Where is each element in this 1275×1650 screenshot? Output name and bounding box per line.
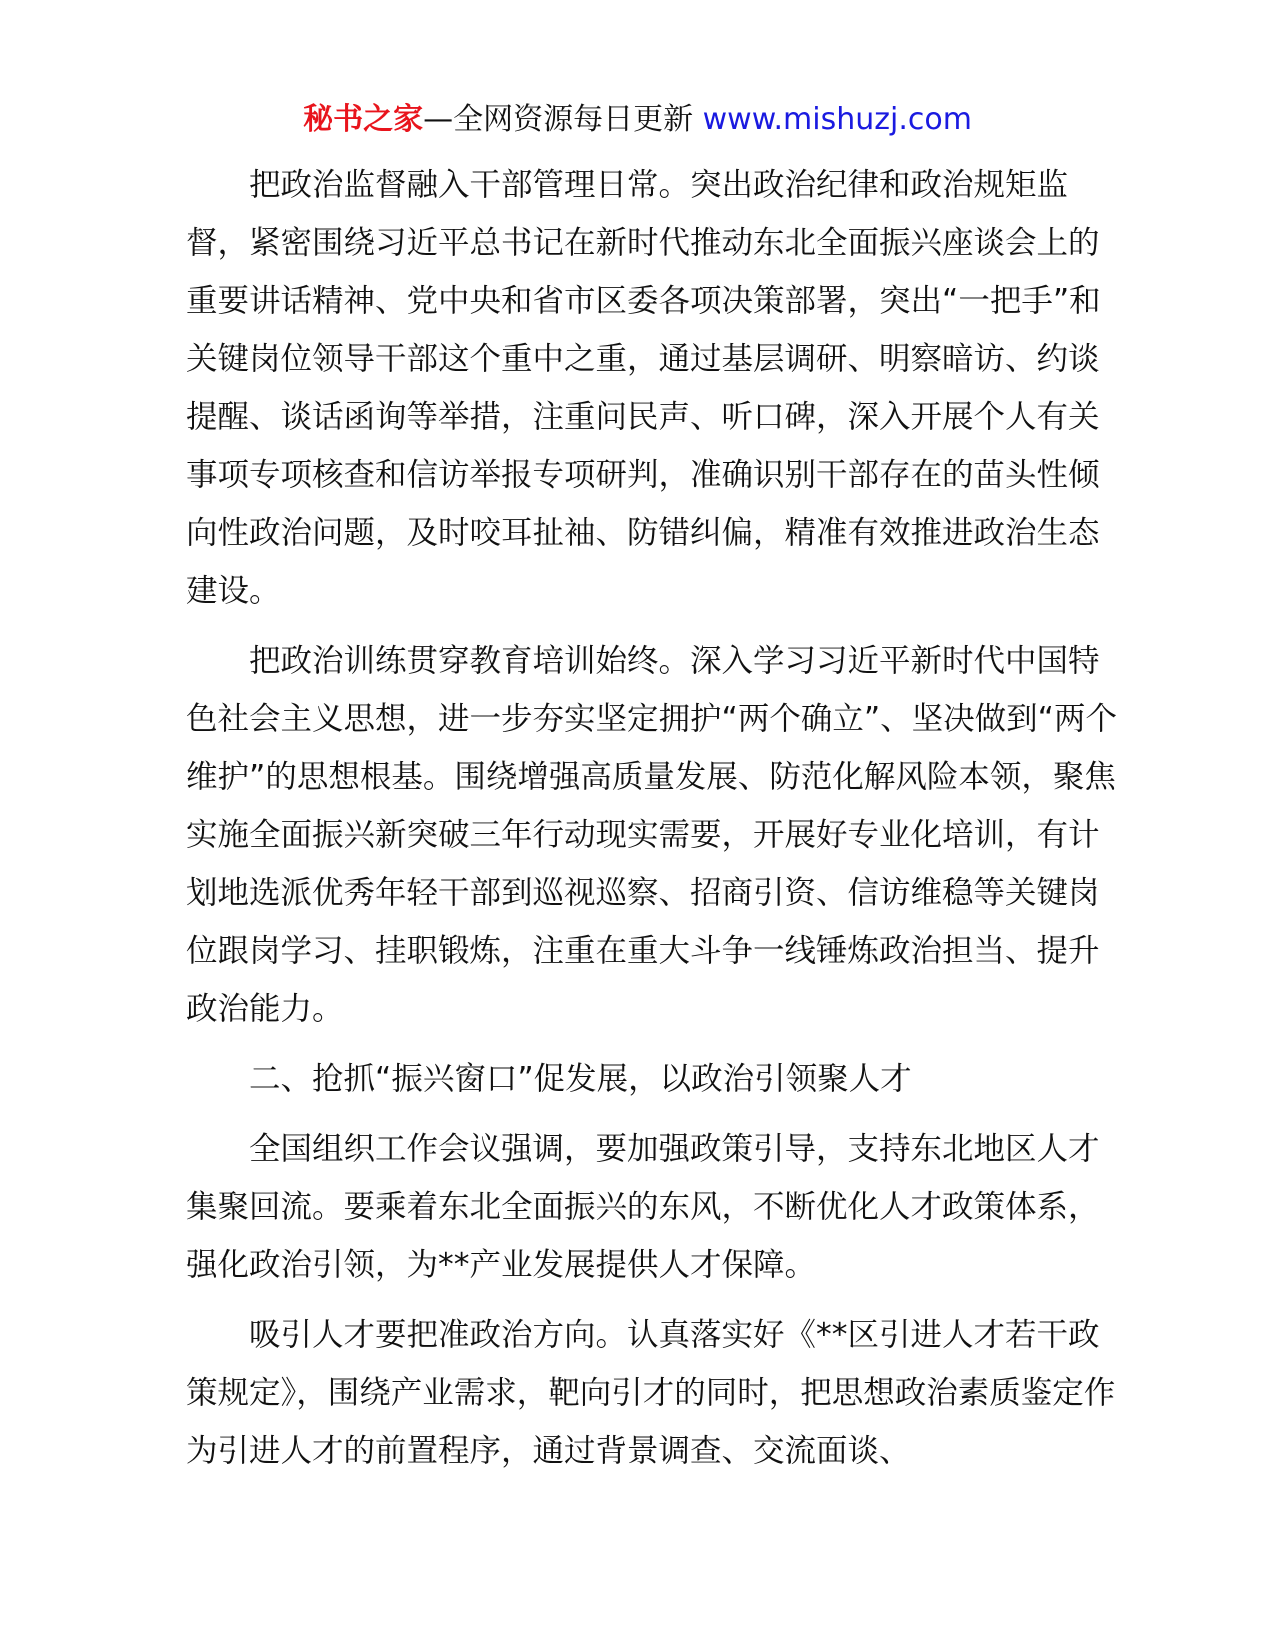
- watermark-header: [0, 98, 1275, 142]
- paragraph-talent-attraction: 吸引人才要把准政治方向。认真落实好《**区引进人才若干政策规定》，围绕产业需求，靶向引才的同时，把思想政治素质鉴定作为引进人才的前置程序，通过背景调查、交流面谈、: [186, 1317, 1116, 1469]
- header-tagline: —全网资源每日更新: [423, 102, 703, 137]
- paragraph-political-training: 把政治训练贯穿教育培训始终。深入学习习近平新时代中国特色社会主义思想，进一步夯实坚定拥护“两个确立”、坚决做到“两个维护”的思想根基。围绕增强高质量发展、防范化解风险本领，聚焦实施全面振兴新突破三年行动现实需要，开展好专业化培训，有计划地选派优秀年轻干部到巡视巡察、招商引资、信访维稳等关键岗位跟岗学习、挂职锻炼，注重在重大斗争一线锤炼政治担当、提升政治能力。: [186, 643, 1117, 1027]
- brand-name: 秘书之家: [303, 102, 424, 137]
- paragraph-talent-gathering: 全国组织工作会议强调，要加强政策引导，支持东北地区人才集聚回流。要乘着东北全面振兴的东风，不断优化人才政策体系，强化政治引领，为**产业发展提供人才保障。: [186, 1131, 1100, 1283]
- paragraph-political-supervision: 把政治监督融入干部管理日常。突出政治纪律和政治规矩监督，紧密围绕习近平总书记在新时代推动东北全面振兴座谈会上的重要讲话精神、党中央和省市区委各项决策部署，突出“一把手”和关键岗位领导干部这个重中之重，通过基层调研、明察暗访、约谈提醒、谈话函询等举措，注重问民声、听口碑，深入开展个人有关事项专项核查和信访举报专项研判，准确识别干部存在的苗头性倾向性政治问题，及时咬耳扯袖、防错纠偏，精准有效推进政治生态建设。: [186, 167, 1101, 609]
- document-body: [186, 156, 1122, 1480]
- section-heading-two: 二、抢抓“振兴窗口”促发展，以政治引领聚人才: [249, 1061, 912, 1097]
- website-url: www.mishuzj.com: [702, 102, 972, 137]
